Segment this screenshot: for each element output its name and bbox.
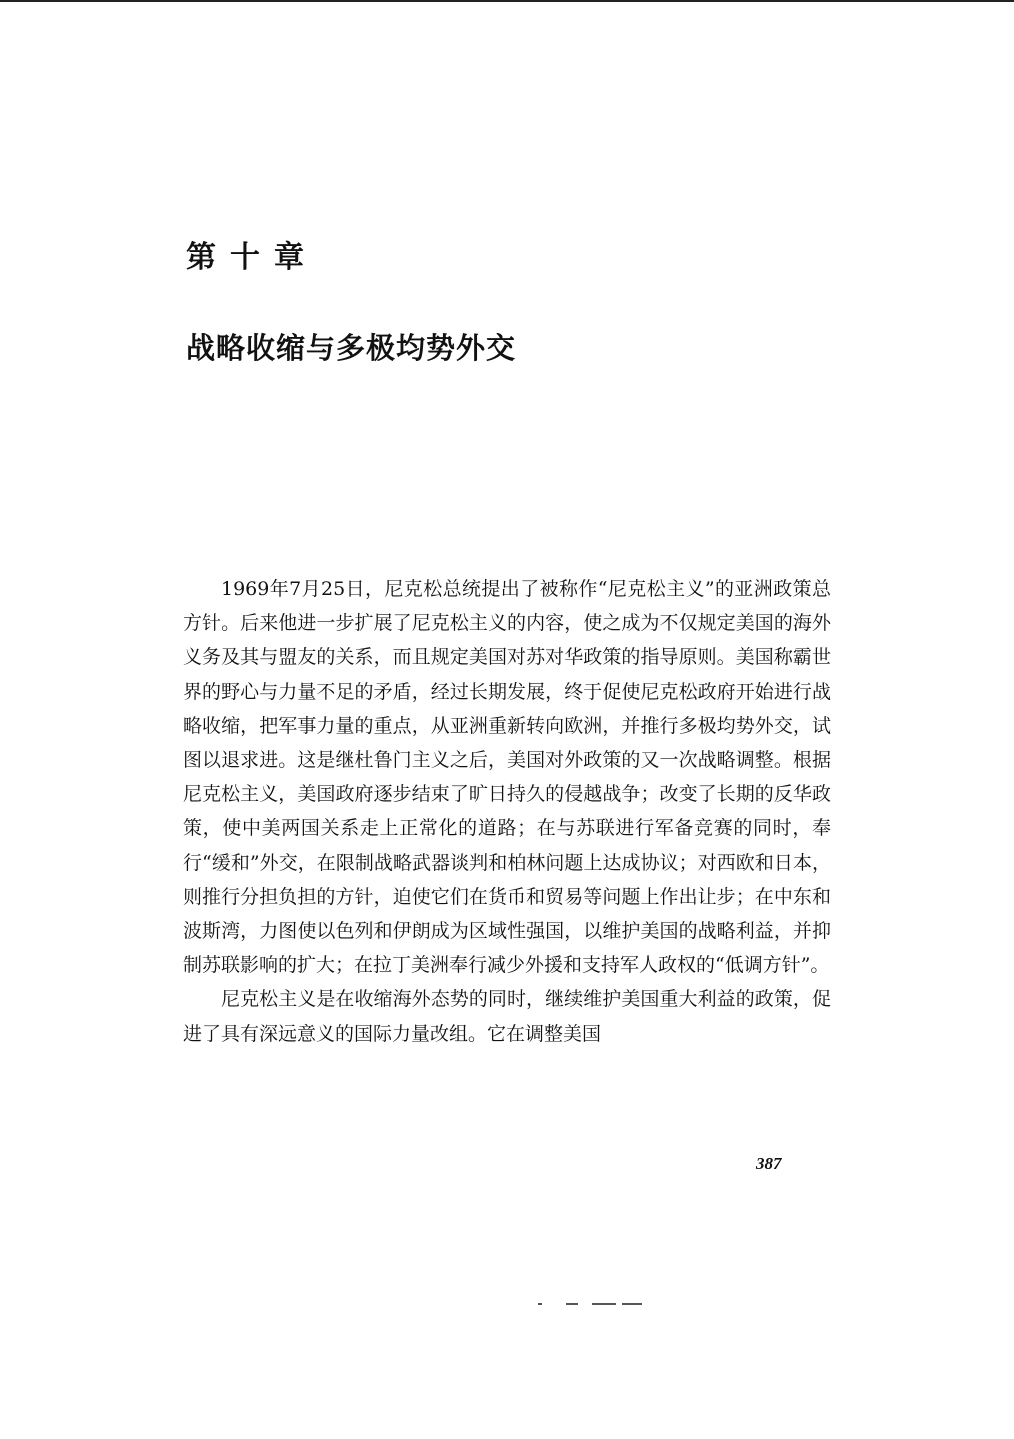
top-border-rule (0, 0, 1014, 2)
chapter-number: 第十章 (186, 240, 318, 275)
chapter-title: 战略收缩与多极均势外交 (186, 331, 517, 365)
paragraph: 1969年7月25日，尼克松总统提出了被称作“尼克松主义”的亚洲政策总方针。后来他进一步扩展了尼克松主义的内容，使之成为不仅规定美国的海外义务及其与盟友的关系，而且规定美国对苏对华政策的指导原则。美国称霸世界的野心与力量不足的矛盾，经过长期发展，终于促使尼克松政府开始进行战略收缩，把军事力量的重点，从亚洲重新转向欧洲，并推行多极均势外交，试图以退求进。这是继杜鲁门主义之后，美国对外政策的又一次战略调整。根据尼克松主义，美国政府逐步结束了旷日持久的侵越战争；改变了长期的反华政策，使中美两国关系走上正常化的道路；在与苏联进行军备竞赛的同时，奉行“缓和”外交，在限制战略武器谈判和柏林问题上达成协议；对西欧和日本，则推行分担负担的方针，迫使它们在货币和贸易等问题上作出让步；在中东和波斯湾，力图使以色列和伊朗成为区域性强国，以维护美国的战略利益，并抑制苏联影响的扩大；在拉丁美洲奉行减少外援和支持军人政权的“低调方针”。 (183, 578, 831, 977)
paragraph: 尼克松主义是在收缩海外态势的同时，继续维护美国重大利益的政策，促进了具有深远意义的国际力量改组。它在调整美国 (183, 988, 831, 1045)
body-text (183, 572, 831, 1051)
page-number: 387 (756, 1154, 782, 1173)
scan-artifact-mark (538, 1300, 642, 1306)
